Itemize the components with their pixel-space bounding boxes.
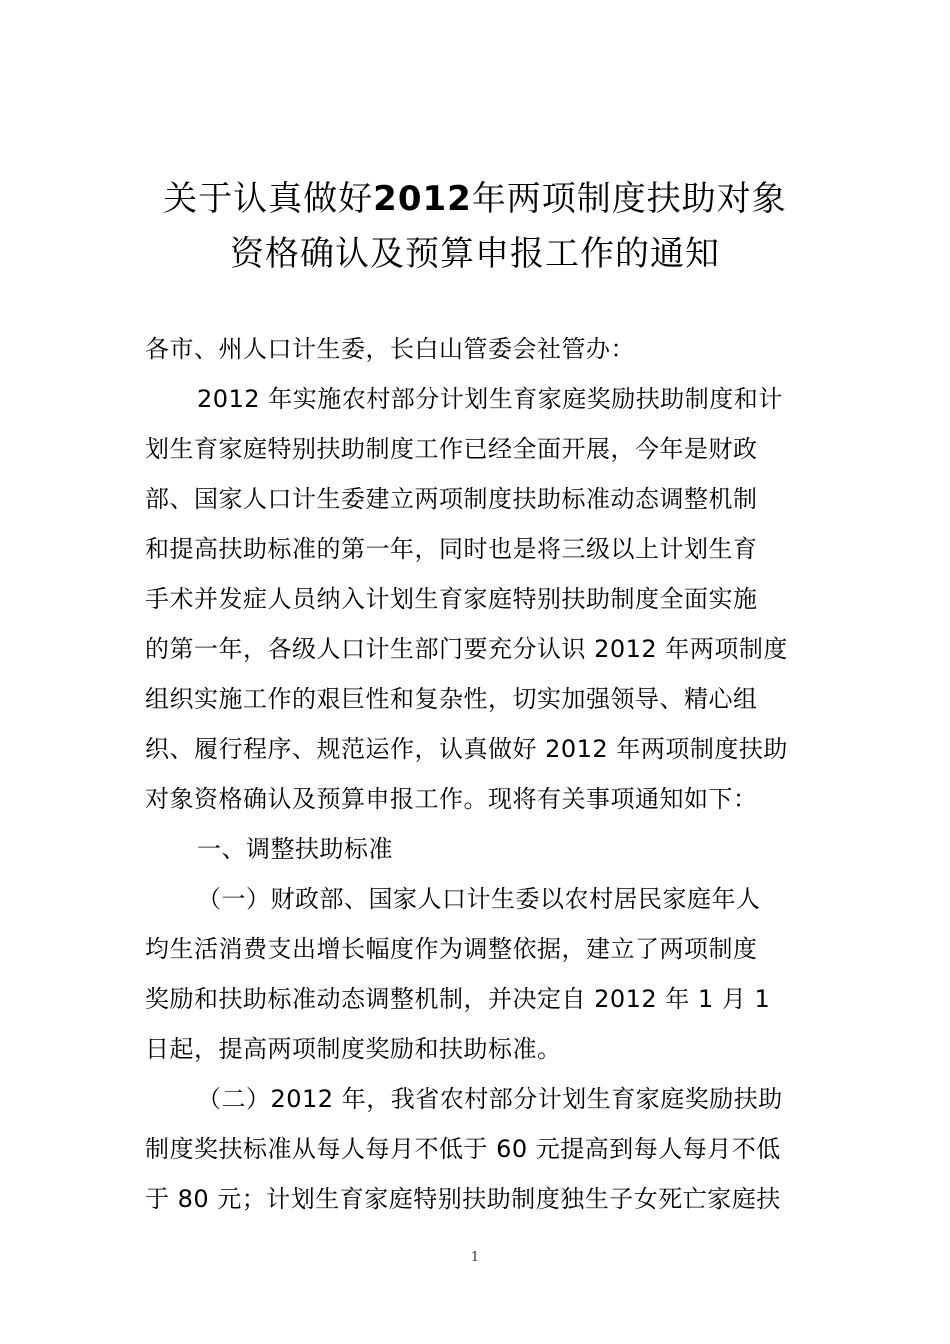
body-line: （二）2012 年，我省农村部分计划生育家庭奖励扶助 <box>197 1085 783 1113</box>
salutation-line: 各市、州人口计生委，长白山管委会社管办： <box>145 335 635 363</box>
body-line: （一）财政部、国家人口计生委以农村居民家庭年人 <box>197 885 761 913</box>
body-line: 和提高扶助标准的第一年，同时也是将三级以上计划生育 <box>145 535 758 563</box>
body-line: 的第一年，各级人口计生部门要充分认识 2012 年两项制度 <box>145 635 788 663</box>
body-line: 组织实施工作的艰巨性和复杂性，切实加强领导、精心组 <box>145 685 758 713</box>
body-line: 部、国家人口计生委建立两项制度扶助标准动态调整机制 <box>145 485 758 513</box>
body-line: 奖励和扶助标准动态调整机制，并决定自 2012 年 1 月 1 <box>145 985 771 1013</box>
document-body <box>145 324 815 1224</box>
title-line-2: 资格确认及预算申报工作的通知 <box>230 234 720 274</box>
body-line: 2012 年实施农村部分计划生育家庭奖励扶助制度和计 <box>197 385 783 413</box>
body-line: 织、履行程序、规范运作，认真做好 2012 年两项制度扶助 <box>145 735 788 763</box>
title-line-1: 关于认真做好2012年两项制度扶助对象 <box>163 179 787 219</box>
document-title <box>100 172 850 282</box>
body-line: 于 80 元；计划生育家庭特别扶助制度独生子女死亡家庭扶 <box>145 1185 781 1213</box>
body-line: 日起，提高两项制度奖励和扶助标准。 <box>145 1035 562 1063</box>
section-heading: 一、调整扶助标准 <box>197 835 393 863</box>
page-number: 1 <box>470 1250 480 1265</box>
body-line: 划生育家庭特别扶助制度工作已经全面开展，今年是财政 <box>145 435 758 463</box>
body-line: 对象资格确认及预算申报工作。现将有关事项通知如下： <box>145 785 758 813</box>
body-line: 均生活消费支出增长幅度作为调整依据，建立了两项制度 <box>145 935 758 963</box>
title-year: 2012 <box>373 179 472 219</box>
body-line: 制度奖扶标准从每人每月不低于 60 元提高到每人每月不低 <box>145 1135 781 1163</box>
body-line: 手术并发症人员纳入计划生育家庭特别扶助制度全面实施 <box>145 585 758 613</box>
